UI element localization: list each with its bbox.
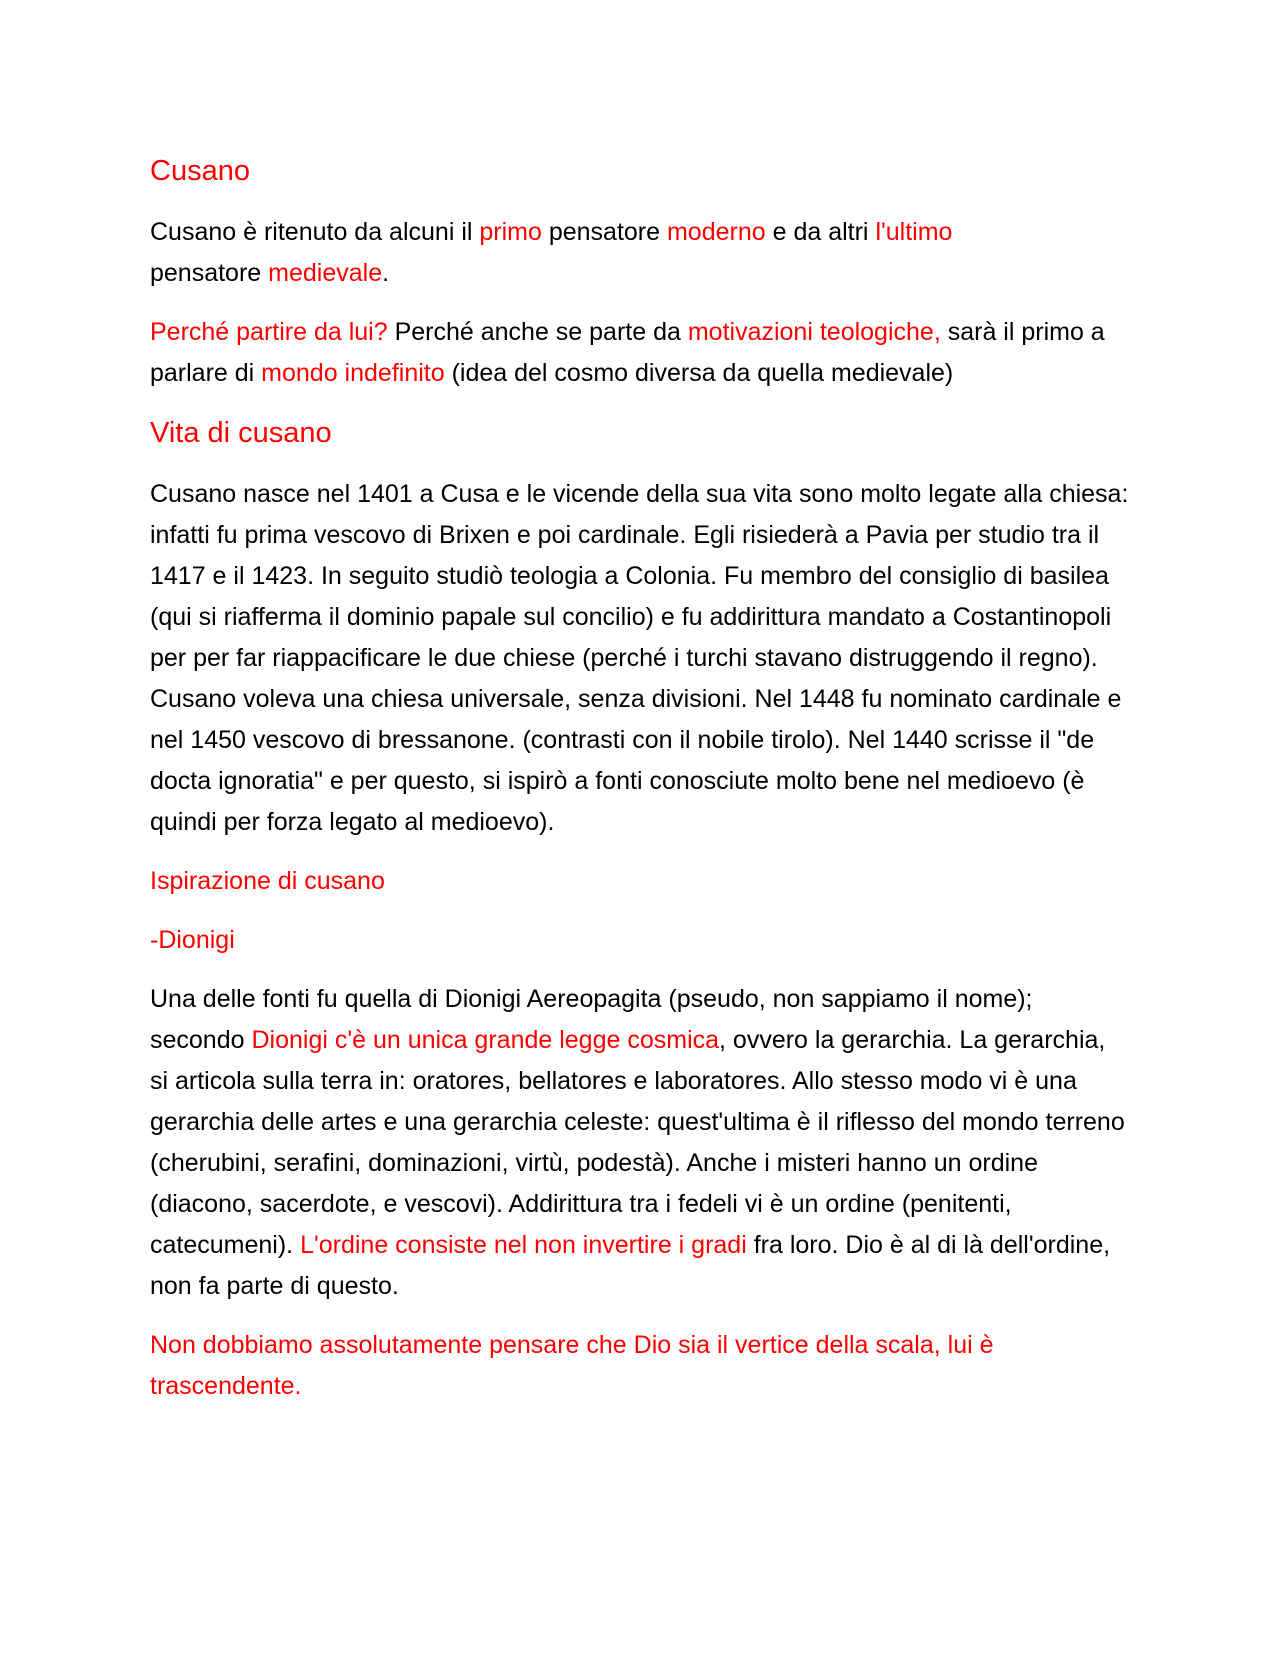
text-run: fra loro. Dio è al di là dell'ordine, non fa parte di questo. bbox=[150, 1231, 1111, 1300]
conclusion-paragraph: Non dobbiamo assolutamente pensare che Dio sia il vertice della scala, lui è trascendente. bbox=[150, 1331, 994, 1400]
text-run: pensatore bbox=[150, 259, 269, 287]
highlight-motivazioni: motivazioni teologiche, bbox=[687, 318, 941, 346]
heading-vita: Vita di cusano bbox=[150, 417, 332, 449]
text-run: Cusano è ritenuto da alcuni il bbox=[150, 218, 480, 246]
highlight-ordine: L'ordine consiste nel non invertire i gradi bbox=[300, 1231, 747, 1259]
highlight-primo: primo bbox=[479, 218, 542, 246]
text-run: pensatore bbox=[541, 218, 667, 246]
text-run: sarà il primo a parlare di bbox=[150, 318, 1105, 387]
text-run: , ovvero la gerarchia. La gerarchia, si articola sulla terra in: oratores, bellatores e laboratores. Allo stesso modo vi è una gerarchia delle artes e una gerarchia celeste: quest'ultima è il riflesso del mondo terreno (cherubini, serafini, dominazioni, virtù, podestà). Anche i misteri hanno un ordine (diacono, sacerdote, e vescovi). Addirittura tra i fedeli vi è un ordine (penitenti, catecumeni). bbox=[150, 1026, 1125, 1259]
biography-paragraph: Cusano nasce nel 1401 a Cusa e le vicende della sua vita sono molto legate alla chiesa: infatti fu prima vescovo di Brixen e poi cardinale. Egli risiederà a Pavia per studio tra il 1417 e il 1423. In seguito studiò teologia a Colonia. Fu membro del consiglio di basilea (qui si riafferma il dominio papale sul concilio) e fu addirittura mandato a Costantinopoli per per far riappacificare le due chiese (perché i turchi stavano distruggendo il regno). Cusano voleva una chiesa universale, senza divisioni. Nel 1448 fu nominato cardinale e nel 1450 vescovo di bressanone. (contrasti con il nobile tirolo). Nel 1440 scrisse il "de docta ignoratia" e per questo, si ispirò a fonti conosciute molto bene nel medioevo (è quindi per forza legato al medioevo). bbox=[150, 480, 1129, 836]
why-paragraph bbox=[150, 312, 1130, 394]
heading-cusano: Cusano bbox=[150, 155, 250, 187]
text-run: (idea del cosmo diversa da quella medievale) bbox=[444, 359, 954, 387]
text-run: e da altri bbox=[765, 218, 876, 246]
intro-paragraph bbox=[150, 212, 1130, 294]
text-run: Una delle fonti fu quella di Dionigi Aereopagita (pseudo, non sappiamo il nome); secondo bbox=[150, 985, 1033, 1054]
highlight-medievale: medievale bbox=[268, 259, 383, 287]
text-run: Perché anche se parte da bbox=[387, 318, 688, 346]
highlight-mondo-indefinito: mondo indefinito bbox=[261, 359, 445, 387]
highlight-ultimo: l'ultimo bbox=[875, 218, 953, 246]
highlight-question: Perché partire da lui? bbox=[150, 318, 388, 346]
dionigi-paragraph bbox=[150, 979, 1130, 1307]
highlight-moderno: moderno bbox=[666, 218, 766, 246]
subheading-dionigi: -Dionigi bbox=[150, 926, 235, 954]
text-run: . bbox=[382, 259, 390, 287]
highlight-legge-cosmica: Dionigi c'è un unica grande legge cosmica bbox=[251, 1026, 720, 1054]
heading-ispirazione: Ispirazione di cusano bbox=[150, 867, 385, 895]
